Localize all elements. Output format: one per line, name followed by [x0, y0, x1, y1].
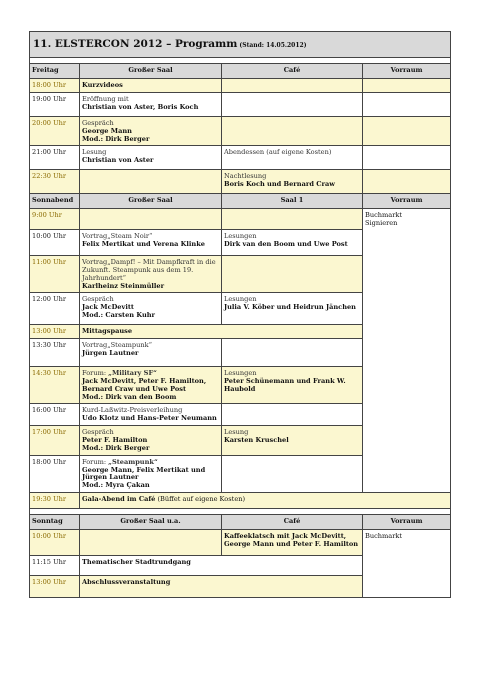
- column-header: Café: [222, 514, 363, 529]
- session-people: Peter Schünemann und Frank W. Haubold: [224, 377, 346, 393]
- grosser-saal-cell: [80, 404, 222, 426]
- session-type-label: Lesung: [82, 148, 107, 157]
- vorraum-cell: [363, 367, 451, 404]
- session-people: Peter F. Hamilton: [82, 436, 148, 445]
- grosser-saal-cell: [80, 492, 451, 508]
- session-moderator: Mod.: Myra Çakan: [82, 481, 150, 490]
- session-people: Mittagspause: [82, 327, 133, 336]
- session-moderator: Mod.: Dirk van den Boom: [82, 392, 177, 401]
- title-main: 11. ELSTERCON 2012 – Programm: [33, 38, 238, 51]
- session-title: „Dampf! – Mit Dampfkraft in die Zukunft. Steampunk aus dem 19. Jahrhundert“: [82, 258, 216, 282]
- time-cell: 12:00 Uhr: [30, 293, 80, 325]
- session-people: Jack McDevitt: [82, 303, 134, 312]
- session-title: „Steampunk“: [108, 457, 158, 466]
- session-type-label: Kurd-Laßwitz-Preisverleihung: [82, 406, 183, 415]
- schedule-row: [30, 426, 451, 455]
- schedule-row: [30, 117, 451, 146]
- column-header: Großer Saal: [80, 64, 222, 79]
- cafe-cell: [222, 529, 363, 555]
- grosser-saal-cell: [80, 339, 222, 367]
- session-people: Udo Klotz und Hans-Peter Neumann: [82, 414, 217, 423]
- session-people: Kaffeeklatsch mit Jack McDevitt, George Mann und Peter F. Hamilton: [224, 531, 359, 548]
- vorraum-cell: [363, 117, 451, 146]
- cafe-cell: [222, 146, 363, 170]
- vorraum-item: Buchmarkt: [365, 531, 403, 540]
- session-type: Lesung: [224, 428, 249, 437]
- session-type: Lesungen: [224, 232, 257, 241]
- schedule-row: [30, 555, 451, 575]
- session-title: „Steampunk“: [107, 341, 152, 350]
- session-type-label: Forum:: [82, 457, 109, 466]
- session-type-label: Gespräch: [82, 428, 114, 437]
- program-table: [29, 31, 451, 598]
- sunday-section: [30, 514, 451, 597]
- vorraum-cell: [363, 146, 451, 170]
- session-people: Jürgen Lautner: [82, 349, 139, 358]
- time-cell: 10:00 Uhr: [30, 529, 80, 555]
- column-header: Freitag: [30, 64, 80, 79]
- time-cell: 11:15 Uhr: [30, 555, 80, 575]
- session-people: Christian von Aster: [82, 156, 154, 165]
- session-type: Nachtlesung: [224, 172, 267, 181]
- vorraum-cell: [363, 170, 451, 194]
- saal1-cell: [222, 230, 363, 256]
- grosser-saal-cell: [80, 455, 222, 492]
- time-cell: 10:00 Uhr: [30, 230, 80, 256]
- vorraum-cell: [363, 230, 451, 256]
- grosser-saal-cell: [80, 575, 363, 597]
- grosser-saal-cell: [80, 117, 222, 146]
- vorraum-cell: [363, 426, 451, 455]
- grosser-saal-cell: [80, 293, 222, 325]
- session-people: Jack McDevitt, Peter F. Hamilton, Bernard Craw und Uwe Post: [82, 377, 207, 393]
- schedule-row: [30, 455, 451, 492]
- schedule-row: [30, 146, 451, 170]
- session-type-label: Vortrag: [82, 341, 108, 350]
- vorraum-cell: [363, 79, 451, 93]
- column-header: Café: [222, 64, 363, 79]
- time-cell: 19:30 Uhr: [30, 492, 80, 508]
- vorraum-cell: [363, 575, 451, 597]
- time-cell: 11:00 Uhr: [30, 256, 80, 293]
- saal1-cell: [222, 455, 363, 492]
- grosser-saal-cell: [80, 325, 363, 339]
- schedule-row: [30, 256, 451, 293]
- session-people: Dirk van den Boom und Uwe Post: [224, 240, 348, 249]
- grosser-saal-cell: [80, 230, 222, 256]
- column-header: Großer Saal u.a.: [80, 514, 222, 529]
- time-cell: 13:00 Uhr: [30, 575, 80, 597]
- schedule-row: [30, 93, 451, 117]
- session-people: Christian von Aster, Boris Koch: [82, 102, 199, 111]
- grosser-saal-cell: [80, 367, 222, 404]
- column-header: Vorraum: [363, 514, 451, 529]
- session-line: [82, 496, 448, 504]
- session-people: Kurzvideos: [82, 81, 123, 89]
- schedule-row: [30, 367, 451, 404]
- schedule-row: [30, 293, 451, 325]
- saturday-section: [30, 194, 451, 509]
- session-people: George Mann, Felix Mertikat und Jürgen Lautner: [82, 465, 206, 482]
- grosser-saal-cell: [80, 256, 222, 293]
- time-cell: 13:00 Uhr: [30, 325, 80, 339]
- session-title: „Military SF“: [108, 369, 157, 378]
- grosser-saal-cell: [80, 79, 222, 93]
- cafe-cell: [222, 170, 363, 194]
- session-people: Karsten Kruschel: [224, 436, 289, 445]
- cafe-cell: [222, 93, 363, 117]
- session-moderator: Mod.: Dirk Berger: [82, 443, 150, 452]
- header-row: [30, 64, 451, 79]
- schedule-row: [30, 492, 451, 508]
- session-moderator: Mod.: Dirk Berger: [82, 134, 150, 143]
- schedule-row: [30, 575, 451, 597]
- column-header: Sonntag: [30, 514, 80, 529]
- vorraum-item: Signieren: [365, 219, 398, 228]
- session-type: [82, 259, 219, 282]
- vorraum-cell: [363, 209, 451, 230]
- grosser-saal-cell: [80, 555, 363, 575]
- session-people: Karlheinz Steinmüller: [82, 281, 165, 290]
- time-cell: 19:00 Uhr: [30, 93, 80, 117]
- saal1-cell: [222, 404, 363, 426]
- grosser-saal-cell: [80, 426, 222, 455]
- session-type-label: Vortrag: [82, 232, 108, 241]
- saal1-cell: [222, 256, 363, 293]
- time-cell: 13:30 Uhr: [30, 339, 80, 367]
- vorraum-cell: [363, 93, 451, 117]
- column-header: Vorraum: [363, 194, 451, 209]
- saal1-cell: [222, 426, 363, 455]
- vorraum-cell: [363, 455, 451, 492]
- header-row: [30, 194, 451, 209]
- session-type-label: Forum:: [82, 369, 109, 378]
- schedule-row: [30, 529, 451, 555]
- schedule-row: [30, 230, 451, 256]
- session-type: Lesungen: [224, 295, 257, 304]
- time-cell: 18:00 Uhr: [30, 79, 80, 93]
- session-note: (Büffet auf eigene Kosten): [155, 494, 246, 503]
- session-people: Gala-Abend im Café: [82, 494, 156, 503]
- vorraum-cell: [363, 339, 451, 367]
- session-type: Lesungen: [224, 369, 257, 378]
- grosser-saal-cell: [80, 93, 222, 117]
- session-type-label: Vortrag: [82, 258, 108, 267]
- vorraum-cell: [363, 325, 451, 339]
- grosser-saal-cell: [80, 170, 222, 194]
- time-cell: 16:00 Uhr: [30, 404, 80, 426]
- saal1-cell: [222, 209, 363, 230]
- session-title: „Steam Noir“: [107, 232, 153, 241]
- header-row: [30, 514, 451, 529]
- vorraum-cell: [363, 256, 451, 293]
- schedule-row: [30, 404, 451, 426]
- session-title: Thematischer Stadtrundgang: [82, 557, 191, 566]
- time-cell: 14:30 Uhr: [30, 367, 80, 404]
- time-cell: 18:00 Uhr: [30, 455, 80, 492]
- column-header: Großer Saal: [80, 194, 222, 209]
- session-type-label: Eröffnung mit: [82, 95, 129, 103]
- session-people: George Mann: [82, 126, 132, 135]
- cafe-cell: [222, 79, 363, 93]
- column-header: Vorraum: [363, 64, 451, 79]
- session-moderator: Mod.: Carsten Kuhr: [82, 310, 156, 319]
- title-stand: (Stand: 14.05.2012): [239, 42, 307, 50]
- schedule-row: [30, 209, 451, 230]
- vorraum-cell: [363, 293, 451, 325]
- vorraum-item: Buchmarkt: [365, 211, 403, 220]
- vorraum-cell: [363, 555, 451, 575]
- schedule-row: [30, 339, 451, 367]
- session-people: Boris Koch und Bernard Craw: [224, 180, 335, 189]
- schedule-row: [30, 170, 451, 194]
- vorraum-cell: [363, 404, 451, 426]
- column-header: Sonnabend: [30, 194, 80, 209]
- saal1-cell: [222, 367, 363, 404]
- friday-section: [30, 64, 451, 194]
- vorraum-cell: [363, 529, 451, 555]
- session-people: Felix Mertikat und Verena Klinke: [82, 240, 205, 249]
- session-type-label: Gespräch: [82, 119, 114, 127]
- column-header: Saal 1: [222, 194, 363, 209]
- session-type-label: Gespräch: [82, 295, 114, 304]
- grosser-saal-cell: [80, 146, 222, 170]
- time-cell: 22:30 Uhr: [30, 170, 80, 194]
- saal1-cell: [222, 339, 363, 367]
- schedule-row: [30, 79, 451, 93]
- grosser-saal-cell: [80, 529, 222, 555]
- session-people: Julia V. Köber und Heidrun Jänchen: [224, 303, 356, 312]
- time-cell: 9:00 Uhr: [30, 209, 80, 230]
- cafe-cell: [222, 117, 363, 146]
- session-title: Abschlussveranstaltung: [82, 577, 171, 586]
- time-cell: 21:00 Uhr: [30, 146, 80, 170]
- saal1-cell: [222, 293, 363, 325]
- schedule-row: [30, 325, 451, 339]
- session-type: Abendessen (auf eigene Kosten): [224, 148, 332, 157]
- program-page: [29, 31, 450, 598]
- page-title: [30, 32, 451, 58]
- time-cell: 17:00 Uhr: [30, 426, 80, 455]
- grosser-saal-cell: [80, 209, 222, 230]
- time-cell: 20:00 Uhr: [30, 117, 80, 146]
